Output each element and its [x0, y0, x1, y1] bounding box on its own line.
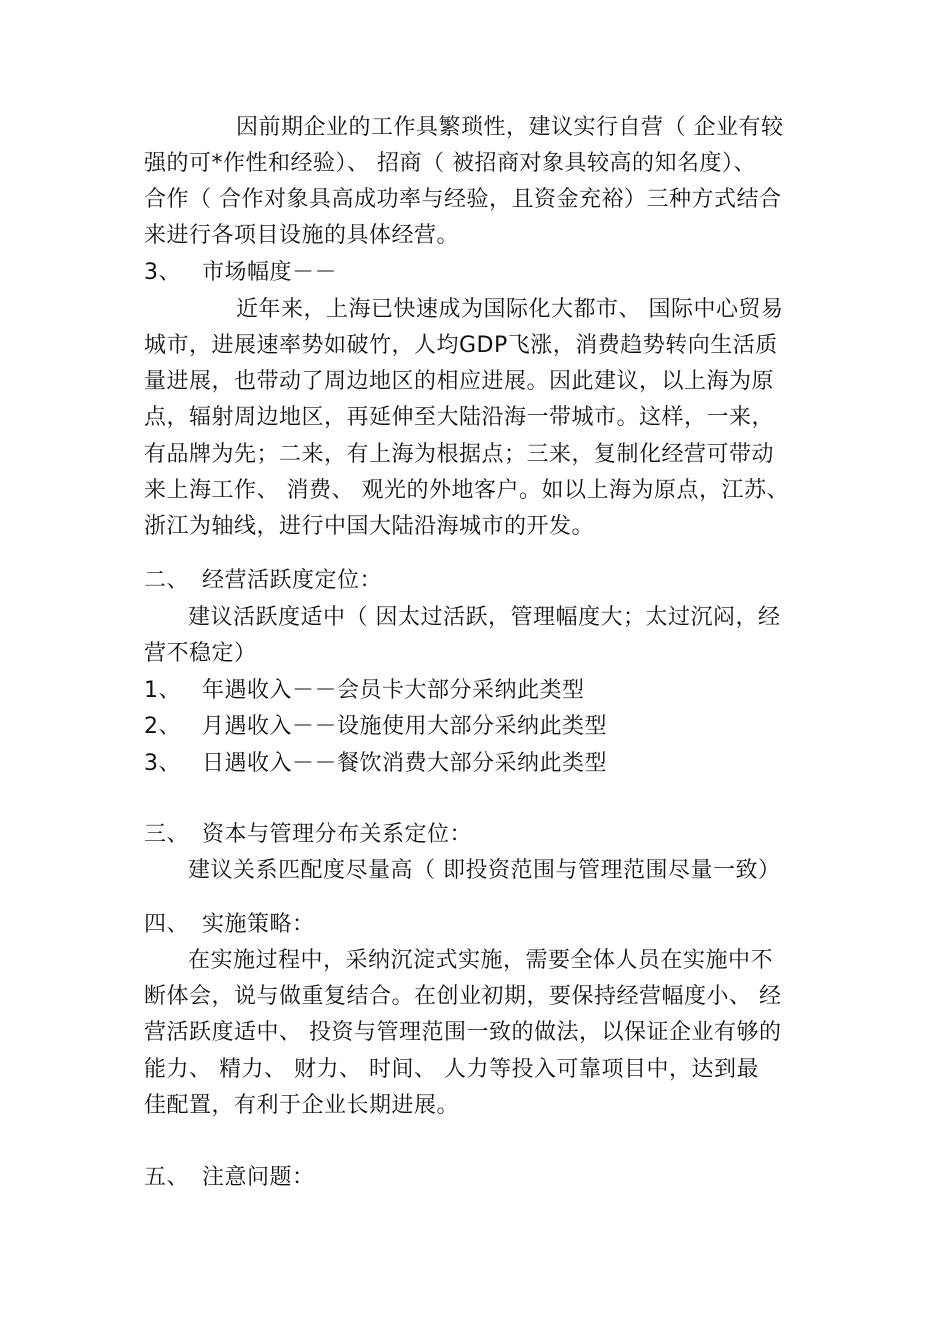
heading-number: 四、	[144, 912, 190, 937]
paragraph-line: 佳配置，有利于企业长期进展。	[144, 1093, 460, 1118]
section-item-market	[144, 258, 337, 288]
paragraph-line: 有品牌为先；二来，有上海为根据点；三来，复制化经营可带动	[144, 442, 775, 467]
paragraph-line: 断体会，说与做重复结合。在创业初期，要保持经营幅度小、 经	[144, 984, 782, 1009]
list-item	[144, 712, 607, 742]
paragraph-line: 城市，进展速率势如破竹，人均GDP飞涨，消费趋势转向生活质	[144, 333, 778, 358]
paragraph-line: 来进行各项目设施的具体经营。	[144, 223, 460, 248]
item-number: 3、	[144, 260, 181, 285]
paragraph-line: 在实施过程中，采纳沉淀式实施，需要全体人员在实施中不	[188, 948, 774, 973]
heading-number: 二、	[144, 568, 190, 593]
heading-number: 三、	[144, 822, 190, 847]
list-item	[144, 749, 607, 779]
item-number: 2、	[144, 714, 181, 739]
section-heading	[144, 566, 382, 596]
paragraph-line: 合作（ 合作对象具高成功率与经验，且资金充裕）三种方式结合	[144, 187, 782, 212]
paragraph-line: 近年来，上海已快速成为国际化大都市、 国际中心贸易	[236, 297, 784, 322]
paragraph-line: 营活跃度适中、 投资与管理范围一致的做法，以保证企业有够的	[144, 1020, 782, 1045]
heading-text: 注意问题：	[202, 1165, 315, 1190]
heading-text: 资本与管理分布关系定位：	[202, 822, 473, 847]
paragraph-line: 因前期企业的工作具繁琐性，建议实行自营（ 企业有较	[236, 115, 784, 140]
paragraph-line: 来上海工作、 消费、 观光的外地客户。如以上海为原点，江苏、	[144, 478, 789, 503]
item-text: 市场幅度－－	[202, 260, 338, 285]
heading-text: 实施策略：	[202, 912, 315, 937]
heading-number: 五、	[144, 1165, 190, 1190]
paragraph-line: 量进展，也带动了周边地区的相应进展。因此建议，以上海为原	[144, 369, 775, 394]
item-text: 日遇收入－－餐饮消费大部分采纳此类型	[202, 751, 608, 776]
section-heading	[144, 910, 315, 940]
item-number: 1、	[144, 678, 181, 703]
paragraph-line: 浙江为轴线，进行中国大陆沿海城市的开发。	[144, 514, 595, 539]
paragraph-line: 建议关系匹配度尽量高（ 即投资范围与管理范围尽量一致）	[188, 858, 781, 883]
section-heading	[144, 1163, 315, 1193]
paragraph-line: 建议活跃度适中（ 因太过活跃，管理幅度大；太过沉闷，经	[188, 605, 781, 630]
heading-text: 经营活跃度定位：	[202, 568, 383, 593]
item-number: 3、	[144, 751, 181, 776]
paragraph-line: 点，辐射周边地区，再延伸至大陆沿海一带城市。这样，一来，	[144, 405, 775, 430]
paragraph-line: 能力、 精力、 财力、 时间、 人力等投入可靠项目中，达到最	[144, 1057, 759, 1082]
item-text: 年遇收入－－会员卡大部分采纳此类型	[202, 678, 585, 703]
list-item	[144, 676, 585, 706]
paragraph-line: 营不稳定）	[144, 641, 257, 666]
item-text: 月遇收入－－设施使用大部分采纳此类型	[202, 714, 608, 739]
paragraph-line: 强的可*作性和经验）、 招商（ 被招商对象具较高的知名度）、	[144, 151, 756, 176]
section-heading	[144, 820, 472, 850]
